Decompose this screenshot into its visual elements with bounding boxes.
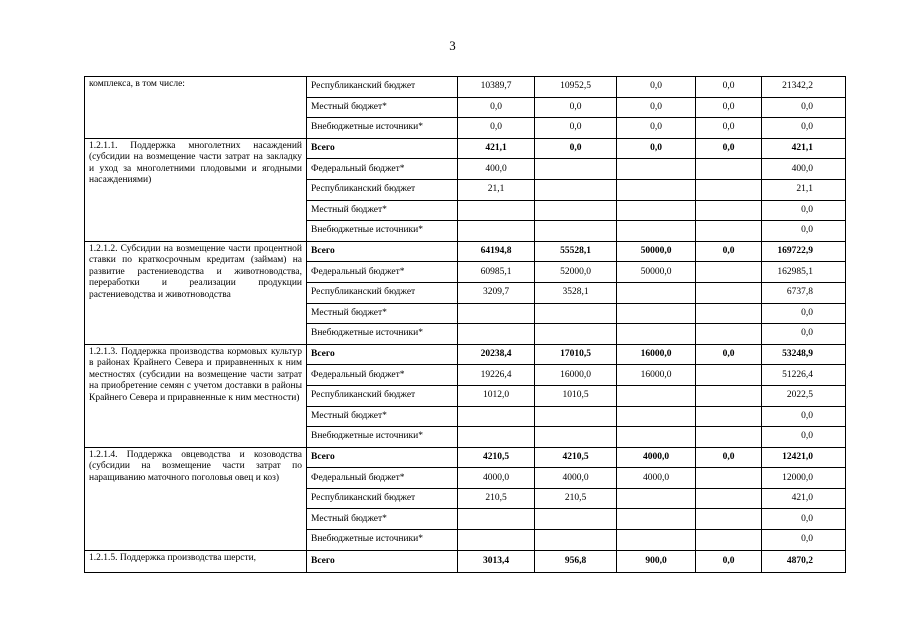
value-cell: 4000,0 — [617, 468, 696, 489]
value-cell — [617, 282, 696, 303]
value-cell — [458, 200, 535, 221]
funding-source: Федеральный бюджет* — [307, 159, 458, 180]
value-cell — [617, 530, 696, 551]
value-cell: 0,0 — [696, 118, 762, 139]
value-cell: 0,0 — [696, 344, 762, 365]
value-cell: 3528,1 — [535, 282, 617, 303]
funding-source: Республиканский бюджет — [307, 179, 458, 200]
value-cell: 0,0 — [617, 97, 696, 118]
total-cell: 0,0 — [762, 427, 846, 448]
value-cell: 20238,4 — [458, 344, 535, 365]
value-cell — [696, 365, 762, 386]
funding-source: Всего — [307, 344, 458, 365]
value-cell: 55528,1 — [535, 241, 617, 262]
value-cell — [617, 159, 696, 180]
value-cell — [535, 159, 617, 180]
total-cell: 0,0 — [762, 118, 846, 139]
total-cell: 0,0 — [762, 303, 846, 324]
total-cell: 21342,2 — [762, 77, 846, 98]
total-cell: 0,0 — [762, 530, 846, 551]
total-cell: 421,0 — [762, 488, 846, 509]
value-cell: 0,0 — [696, 77, 762, 98]
total-cell: 53248,9 — [762, 344, 846, 365]
total-cell: 12000,0 — [762, 468, 846, 489]
value-cell: 0,0 — [696, 97, 762, 118]
value-cell — [535, 509, 617, 530]
funding-source: Всего — [307, 241, 458, 262]
value-cell — [696, 159, 762, 180]
value-cell — [696, 385, 762, 406]
value-cell: 17010,5 — [535, 344, 617, 365]
value-cell — [696, 406, 762, 427]
value-cell: 4000,0 — [617, 447, 696, 468]
value-cell: 0,0 — [617, 77, 696, 98]
value-cell: 16000,0 — [617, 365, 696, 386]
value-cell — [696, 427, 762, 448]
funding-source: Всего — [307, 138, 458, 159]
value-cell: 16000,0 — [535, 365, 617, 386]
value-cell — [458, 530, 535, 551]
value-cell: 50000,0 — [617, 262, 696, 283]
value-cell — [535, 179, 617, 200]
value-cell: 956,8 — [535, 550, 617, 573]
value-cell — [617, 385, 696, 406]
total-cell: 169722,9 — [762, 241, 846, 262]
value-cell — [535, 324, 617, 345]
total-cell: 162985,1 — [762, 262, 846, 283]
value-cell: 0,0 — [458, 118, 535, 139]
value-cell — [696, 303, 762, 324]
value-cell: 4210,5 — [458, 447, 535, 468]
value-cell: 4000,0 — [535, 468, 617, 489]
value-cell: 210,5 — [535, 488, 617, 509]
value-cell — [696, 468, 762, 489]
funding-source: Внебюджетные источники* — [307, 118, 458, 139]
funding-source: Местный бюджет* — [307, 406, 458, 427]
total-cell: 12421,0 — [762, 447, 846, 468]
value-cell: 421,1 — [458, 138, 535, 159]
value-cell — [696, 509, 762, 530]
funding-source: Республиканский бюджет — [307, 385, 458, 406]
value-cell: 0,0 — [535, 138, 617, 159]
total-cell: 400,0 — [762, 159, 846, 180]
value-cell: 400,0 — [458, 159, 535, 180]
value-cell — [535, 530, 617, 551]
total-cell: 4870,2 — [762, 550, 846, 573]
table-body — [85, 77, 846, 573]
measure-description: 1.2.1.5. Поддержка производства шерсти, — [85, 550, 307, 573]
value-cell — [696, 221, 762, 242]
value-cell — [458, 509, 535, 530]
value-cell — [458, 427, 535, 448]
funding-source: Местный бюджет* — [307, 97, 458, 118]
budget-table — [84, 76, 846, 573]
value-cell: 50000,0 — [617, 241, 696, 262]
value-cell: 1010,5 — [535, 385, 617, 406]
total-cell: 0,0 — [762, 406, 846, 427]
value-cell: 0,0 — [535, 118, 617, 139]
measure-description: 1.2.1.2. Субсидии на возмещение части процентной ставки по краткосрочным кредитам (займам) на развитие растениеводства и животноводства, переработки и реализации продукции растениеводства и животноводства — [85, 241, 307, 344]
value-cell: 210,5 — [458, 488, 535, 509]
measure-description: 1.2.1.3. Поддержка производства кормовых культур в районах Крайнего Севера и приравненных к ним местностях (субсидии на возмещение части затрат на приобретение семян с учетом доставки в районы Крайнего Севера и приравненные к ним местности) — [85, 344, 307, 447]
total-cell: 0,0 — [762, 97, 846, 118]
value-cell: 0,0 — [617, 118, 696, 139]
value-cell: 10389,7 — [458, 77, 535, 98]
value-cell — [696, 262, 762, 283]
value-cell — [617, 221, 696, 242]
value-cell: 0,0 — [696, 550, 762, 573]
table-row — [85, 344, 846, 365]
total-cell: 2022,5 — [762, 385, 846, 406]
funding-source: Местный бюджет* — [307, 303, 458, 324]
funding-source: Внебюджетные источники* — [307, 221, 458, 242]
table-row — [85, 241, 846, 262]
value-cell — [617, 179, 696, 200]
value-cell: 0,0 — [535, 97, 617, 118]
funding-source: Всего — [307, 550, 458, 573]
value-cell — [617, 488, 696, 509]
total-cell: 0,0 — [762, 200, 846, 221]
value-cell: 3013,4 — [458, 550, 535, 573]
measure-description: комплекса, в том числе: — [85, 77, 307, 139]
value-cell — [458, 221, 535, 242]
funding-source: Всего — [307, 447, 458, 468]
funding-source: Республиканский бюджет — [307, 282, 458, 303]
funding-source: Федеральный бюджет* — [307, 468, 458, 489]
value-cell: 4000,0 — [458, 468, 535, 489]
value-cell — [535, 200, 617, 221]
total-cell: 0,0 — [762, 324, 846, 345]
funding-source: Внебюджетные источники* — [307, 427, 458, 448]
value-cell: 60985,1 — [458, 262, 535, 283]
value-cell — [696, 200, 762, 221]
value-cell — [617, 303, 696, 324]
value-cell — [696, 282, 762, 303]
value-cell: 64194,8 — [458, 241, 535, 262]
value-cell — [535, 427, 617, 448]
value-cell — [617, 200, 696, 221]
funding-source: Федеральный бюджет* — [307, 365, 458, 386]
funding-source: Местный бюджет* — [307, 509, 458, 530]
table-row — [85, 447, 846, 468]
value-cell: 4210,5 — [535, 447, 617, 468]
value-cell: 900,0 — [617, 550, 696, 573]
table-row — [85, 77, 846, 98]
value-cell: 0,0 — [696, 241, 762, 262]
value-cell: 52000,0 — [535, 262, 617, 283]
value-cell — [617, 427, 696, 448]
value-cell — [696, 324, 762, 345]
value-cell — [535, 221, 617, 242]
total-cell: 0,0 — [762, 221, 846, 242]
value-cell: 0,0 — [696, 138, 762, 159]
total-cell: 6737,8 — [762, 282, 846, 303]
value-cell: 19226,4 — [458, 365, 535, 386]
page-number: 3 — [449, 38, 456, 53]
value-cell — [696, 179, 762, 200]
value-cell: 16000,0 — [617, 344, 696, 365]
funding-source: Местный бюджет* — [307, 200, 458, 221]
value-cell — [458, 324, 535, 345]
value-cell: 1012,0 — [458, 385, 535, 406]
funding-source: Федеральный бюджет* — [307, 262, 458, 283]
measure-description: 1.2.1.4. Поддержка овцеводства и козоводства (субсидии на возмещение части затрат по наращиванию маточного поголовья овец и коз) — [85, 447, 307, 550]
value-cell — [617, 406, 696, 427]
total-cell: 0,0 — [762, 509, 846, 530]
value-cell — [535, 406, 617, 427]
value-cell: 10952,5 — [535, 77, 617, 98]
value-cell — [535, 303, 617, 324]
value-cell — [696, 530, 762, 551]
value-cell: 0,0 — [617, 138, 696, 159]
value-cell: 0,0 — [696, 447, 762, 468]
value-cell: 3209,7 — [458, 282, 535, 303]
funding-source: Внебюджетные источники* — [307, 530, 458, 551]
value-cell — [617, 509, 696, 530]
total-cell: 21,1 — [762, 179, 846, 200]
value-cell: 0,0 — [458, 97, 535, 118]
table-row — [85, 550, 846, 573]
measure-description: 1.2.1.1. Поддержка многолетних насаждений (субсидии на возмещение части затрат на закладку и уход за многолетними плодовыми и ягодными насаждениями) — [85, 138, 307, 241]
value-cell — [696, 488, 762, 509]
value-cell — [458, 303, 535, 324]
funding-source: Республиканский бюджет — [307, 77, 458, 98]
total-cell: 51226,4 — [762, 365, 846, 386]
total-cell: 421,1 — [762, 138, 846, 159]
funding-source: Внебюджетные источники* — [307, 324, 458, 345]
funding-source: Республиканский бюджет — [307, 488, 458, 509]
value-cell: 21,1 — [458, 179, 535, 200]
value-cell — [458, 406, 535, 427]
table-row — [85, 138, 846, 159]
value-cell — [617, 324, 696, 345]
